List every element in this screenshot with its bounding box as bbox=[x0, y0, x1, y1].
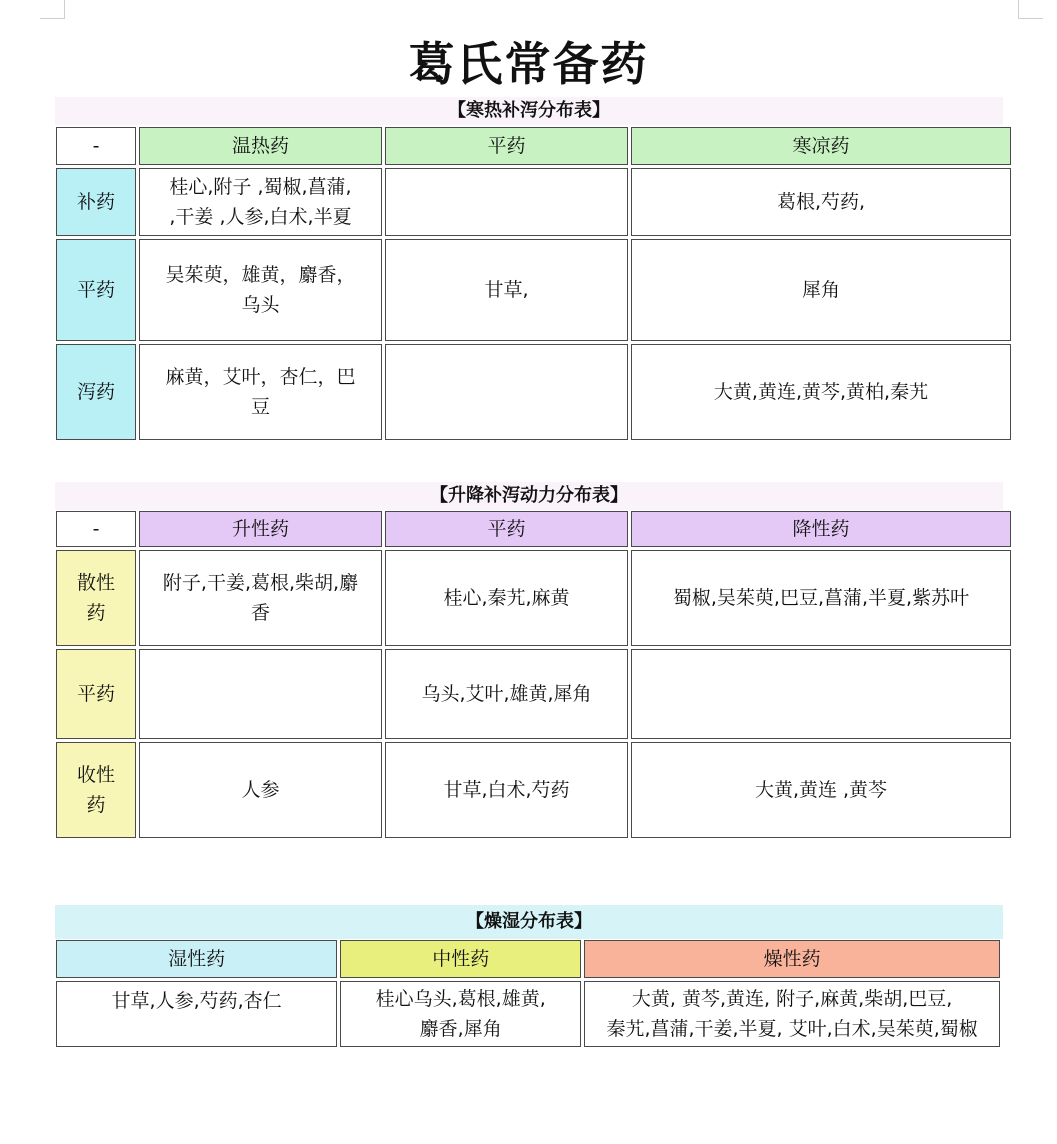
table2-cell: 甘草,白术,芍药 bbox=[385, 742, 628, 838]
table2-cell: 蜀椒,吴茱萸,巴豆,菖蒲,半夏,紫苏叶 bbox=[631, 550, 1011, 646]
table1-cell: 葛根,芍药, bbox=[631, 168, 1011, 236]
table2-col-rising: 升性药 bbox=[139, 511, 382, 547]
table2-cell: 桂心,秦艽,麻黄 bbox=[385, 550, 628, 646]
table1-row-label: 平药 bbox=[56, 239, 136, 341]
table1-col-neutral: 平药 bbox=[385, 127, 628, 165]
table1-corner-cell: - bbox=[56, 127, 136, 165]
rise-fall-table bbox=[53, 508, 1014, 841]
table1-row-label: 补药 bbox=[56, 168, 136, 236]
table2-cell bbox=[139, 649, 382, 739]
table1-cell: 大黄,黄连,黄芩,黄柏,秦艽 bbox=[631, 344, 1011, 440]
page-title: 葛氏常备药 bbox=[408, 37, 649, 91]
page-corner-mark-left bbox=[40, 0, 65, 19]
dry-damp-table bbox=[53, 937, 1003, 1050]
table3-col-neutral: 中性药 bbox=[340, 940, 581, 978]
table1-col-cold: 寒凉药 bbox=[631, 127, 1011, 165]
table1-cell bbox=[385, 344, 628, 440]
page-corner-mark-right bbox=[1018, 0, 1043, 19]
table2-row-label: 散性 药 bbox=[56, 550, 136, 646]
table3-cell: 大黄, 黄芩,黄连, 附子,麻黄,柴胡,巴豆, 秦艽,菖蒲,干姜,半夏, 艾叶,白术,吴茱萸,蜀椒 bbox=[584, 981, 1000, 1047]
table1-row-label: 泻药 bbox=[56, 344, 136, 440]
table1-cell: 犀角 bbox=[631, 239, 1011, 341]
table3-cell: 桂心乌头,葛根,雄黄, 麝香,犀角 bbox=[340, 981, 581, 1047]
table2-col-falling: 降性药 bbox=[631, 511, 1011, 547]
table2-cell: 大黄,黄连 ,黄芩 bbox=[631, 742, 1011, 838]
table2-caption: 【升降补泻动力分布表】 bbox=[55, 482, 1003, 510]
table1-cell bbox=[385, 168, 628, 236]
table2-row-label: 平药 bbox=[56, 649, 136, 739]
table3-caption: 【燥湿分布表】 bbox=[55, 905, 1003, 939]
table1-cell: 吴茱萸，雄黄，麝香， 乌头 bbox=[139, 239, 382, 341]
table1-caption: 【寒热补泻分布表】 bbox=[55, 97, 1003, 125]
table3-col-dry: 燥性药 bbox=[584, 940, 1000, 978]
table2-col-neutral: 平药 bbox=[385, 511, 628, 547]
cold-hot-table bbox=[53, 124, 1014, 443]
table2-cell: 附子,干姜,葛根,柴胡,麝 香 bbox=[139, 550, 382, 646]
table2-corner-cell: - bbox=[56, 511, 136, 547]
table2-cell bbox=[631, 649, 1011, 739]
table3-cell: 甘草,人参,芍药,杏仁 bbox=[56, 981, 337, 1047]
table3-col-damp: 湿性药 bbox=[56, 940, 337, 978]
table1-col-warm: 温热药 bbox=[139, 127, 382, 165]
table1-cell: 甘草, bbox=[385, 239, 628, 341]
table1-cell: 麻黄，艾叶，杏仁，巴 豆 bbox=[139, 344, 382, 440]
table2-cell: 人参 bbox=[139, 742, 382, 838]
table2-cell: 乌头,艾叶,雄黄,犀角 bbox=[385, 649, 628, 739]
table2-row-label: 收性 药 bbox=[56, 742, 136, 838]
table1-cell: 桂心,附子 ,蜀椒,菖蒲, ,干姜 ,人参,白术,半夏 bbox=[139, 168, 382, 236]
